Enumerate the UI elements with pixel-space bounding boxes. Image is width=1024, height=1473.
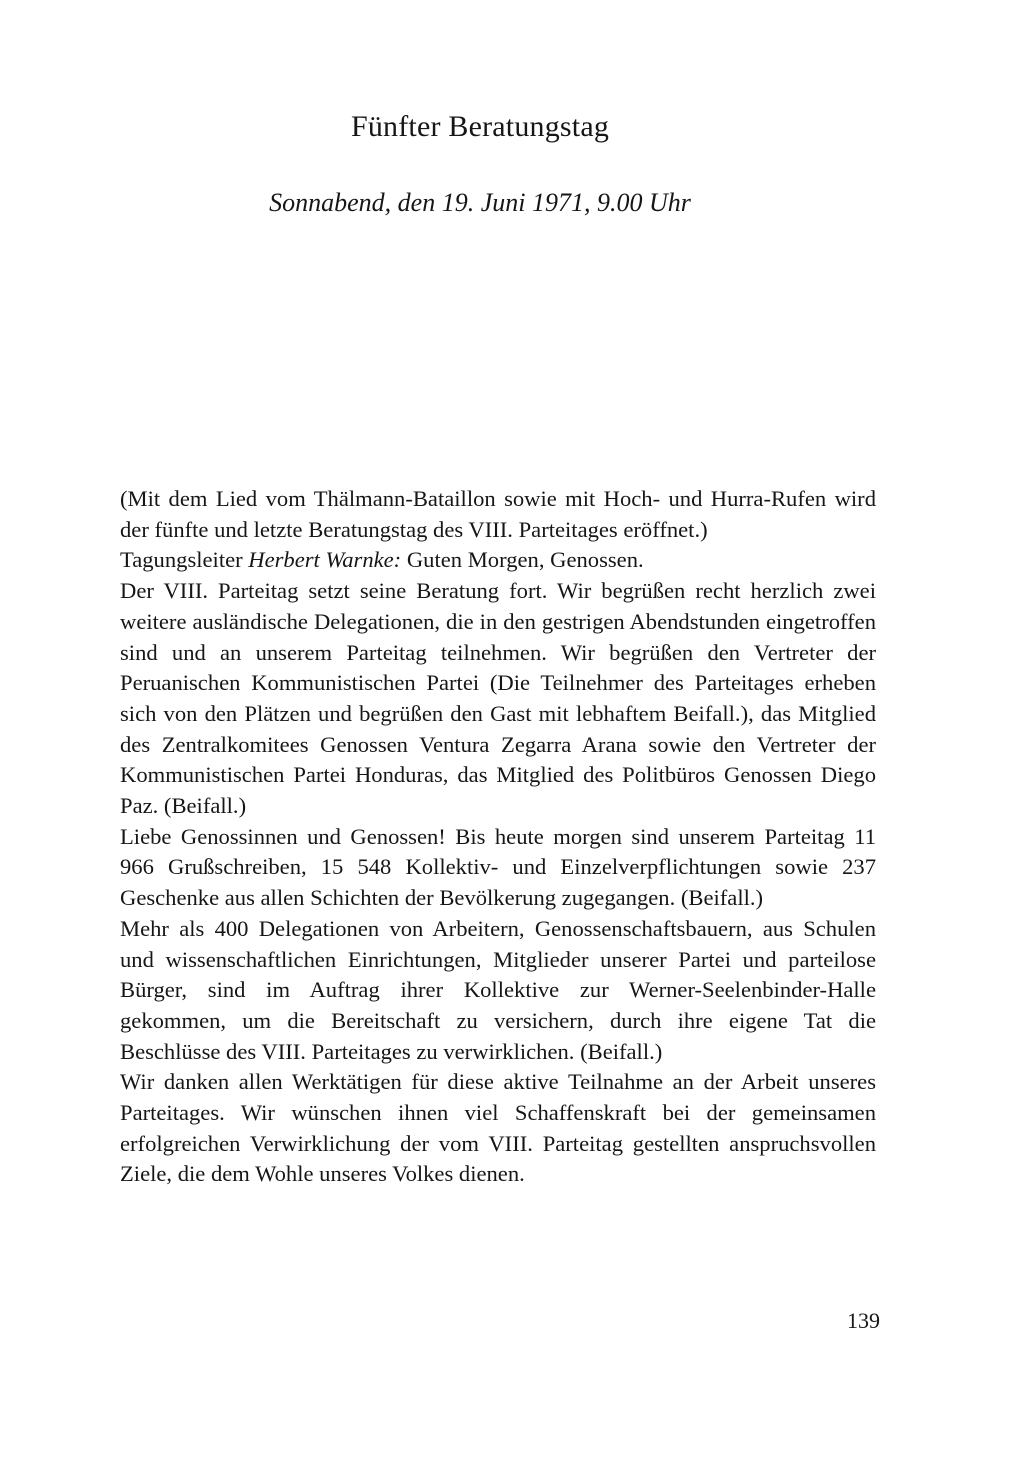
paragraph: Der VIII. Parteitag setzt seine Beratung fort. Wir begrüßen recht herzlich zwei weitere ausländische Delegationen, die in den gestrigen Abendstunden eingetroffen sind und an unserem Parteitag teilnehmen. Wir begrüßen den Vertreter der Peruanischen Kommunistischen Partei (Die Teilnehmer des Parteitages erheben sich von den Plätzen und begrüßen den Gast mit lebhaftem Beifall.), das Mitglied des Zentralkomitees Genossen Ventura Zegarra Arana sowie den Vertreter der Kommunistischen Partei Honduras, das Mitglied des Politbüros Genossen Diego Paz. (Beifall.) <box>120 578 876 819</box>
speaker-greeting: Guten Morgen, Genossen. <box>401 547 644 573</box>
session-dateline: Sonnabend, den 19. Juni 1971, 9.00 Uhr <box>269 188 691 217</box>
page-title: Fünfter Beratungstag <box>350 110 610 143</box>
paragraph: Liebe Genossinnen und Genossen! Bis heute morgen sind unserem Parteitag 11 966 Grußschreiben, 15 548 Kollektiv- und Einzelverpflichtungen sowie 237 Geschenke aus allen Schichten der Bevölkerung zugegangen. (Beifall.) <box>120 823 876 911</box>
page-number: 139 <box>847 1308 880 1333</box>
body-text <box>120 484 876 1190</box>
opening-note: (Mit dem Lied vom Thälmann-Bataillon sowie mit Hoch- und Hurra-Rufen wird der fünfte und letzte Beratungstag des VIII. Parteitages eröffnet.) <box>120 486 876 542</box>
paragraph: Mehr als 400 Delegationen von Arbeitern, Genossenschaftsbauern, aus Schulen und wissenschaftlichen Einrichtungen, Mitglieder unserer Partei und parteilose Bürger, sind im Auftrag ihrer Kollektive zur Werner-Seelenbinder-Halle gekommen, um die Bereitschaft zu versichern, durch ihre eigene Tat die Beschlüsse des VIII. Parteitages zu verwirklichen. (Beifall.) <box>120 915 876 1064</box>
speaker-intro <box>120 545 876 576</box>
paragraph: Wir danken allen Werktätigen für diese aktive Teilnahme an der Arbeit unseres Parteitages. Wir wünschen ihnen viel Schaffenskraft bei der gemeinsamen erfolgreichen Verwirklichung der vom VIII. Parteitag gestellten anspruchsvollen Ziele, die dem Wohle unseres Volkes dienen. <box>120 1069 876 1187</box>
speaker-name: Herbert Warnke: <box>248 547 402 573</box>
speaker-role: Tagungsleiter <box>120 547 249 573</box>
